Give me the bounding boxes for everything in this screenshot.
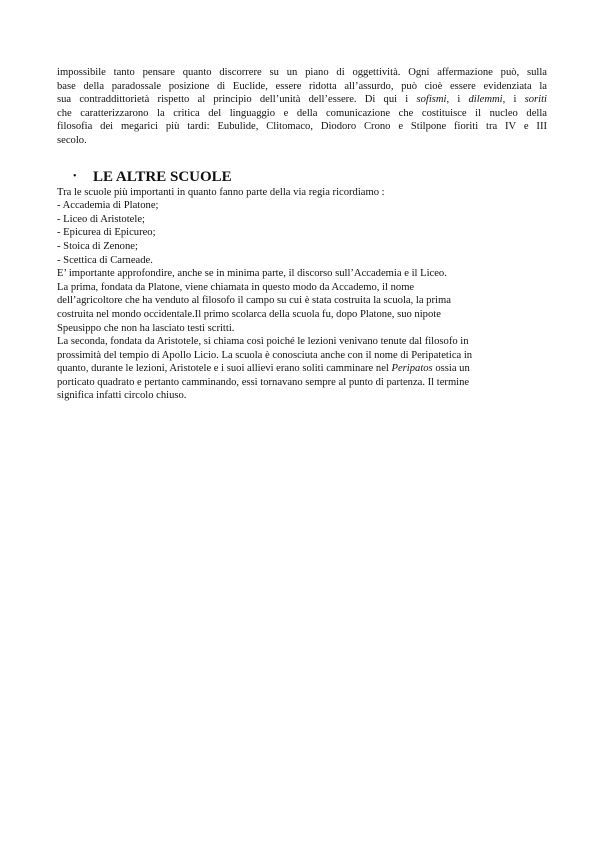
list-item: - Stoica di Zenone; <box>57 240 138 252</box>
paragraph-line: dell’agricoltore che ha venduto al filosofo il campo su cui è stata costruita la scuola, la prima <box>57 295 451 307</box>
text-line: filosofia dei megarici più tardi: Eubulide, Clitomaco, Diodoro Crono e Stilpone fioriti tra IV e III <box>57 121 547 133</box>
paragraph-line: porticato quadrato e pertanto camminando, essi tornavano sempre al punto di partenza. Il termine <box>57 376 470 388</box>
paragraph-line: La prima, fondata da Platone, viene chiamata in questo modo da Accademo, il nome <box>57 281 415 293</box>
paragraph-line: prossimità del tempio di Apollo Licio. La scuola è conosciuta anche con il nome di Peripatetica in <box>57 349 473 361</box>
text-line: base della paradossale posizione di Euclide, essere ridotta all’assurdo, può cioè essere evidenziata la <box>57 80 547 92</box>
text-line: impossibile tanto pensare quanto discorrere su un piano di oggettività. Ogni affermazione può, sulla <box>57 67 547 78</box>
list-item: - Accademia di Platone; <box>57 200 159 212</box>
bullet-icon: • <box>73 170 77 182</box>
intro-paragraph <box>57 66 547 148</box>
list-item: - Epicurea di Epicureo; <box>57 227 156 239</box>
list-item: - Liceo di Aristotele; <box>57 213 145 225</box>
text-segment: , i <box>446 94 469 106</box>
text-segment: , i <box>502 94 525 106</box>
paragraph-line: costruita nel mondo occidentale.Il primo scolarca della scuola fu, dopo Platone, suo nipote <box>57 308 441 320</box>
paragraph-line <box>57 362 547 376</box>
text-line <box>57 93 547 107</box>
document-page <box>57 66 547 403</box>
paragraph-line: Speusippo che non ha lasciato testi scritti. <box>57 322 235 334</box>
section-intro: Tra le scuole più importanti in quanto fanno parte della via regia ricordiamo : <box>57 186 385 198</box>
section-body <box>57 186 547 404</box>
section-heading <box>57 168 547 186</box>
term-soriti: soriti <box>524 94 547 106</box>
term-dilemmi: dilemmi <box>468 94 503 106</box>
paragraph-line: La seconda, fondata da Aristotele, si chiama così poiché le lezioni venivano tenute dal filosofo in <box>57 336 469 348</box>
text-segment: quanto, durante le lezioni, Aristotele e i suoi allievi erano soliti camminare nel <box>57 363 392 375</box>
term-peripatos: Peripatos <box>391 363 433 375</box>
text-line: che caratterizzarono la critica del linguaggio e della comunicazione che costituisce il nucleo della <box>57 107 547 119</box>
term-sofismi: sofismi <box>416 94 447 106</box>
liceo-paragraph <box>57 335 547 403</box>
paragraph-line: E’ importante approfondire, anche se in minima parte, il discorso sull’Accademia e il Liceo. <box>57 268 447 280</box>
section-title: LE ALTRE SCUOLE <box>93 168 232 185</box>
text-segment: sua contraddittorietà rispetto al principio dell’unità dell’essere. Di qui i <box>57 94 417 106</box>
paragraph-line: significa infatti circolo chiuso. <box>57 390 187 402</box>
text-line: secolo. <box>57 134 87 146</box>
text-segment: ossia un <box>432 363 470 375</box>
schools-list <box>57 199 547 267</box>
accademia-paragraph <box>57 281 547 335</box>
list-item: - Scettica di Carneade. <box>57 254 153 266</box>
